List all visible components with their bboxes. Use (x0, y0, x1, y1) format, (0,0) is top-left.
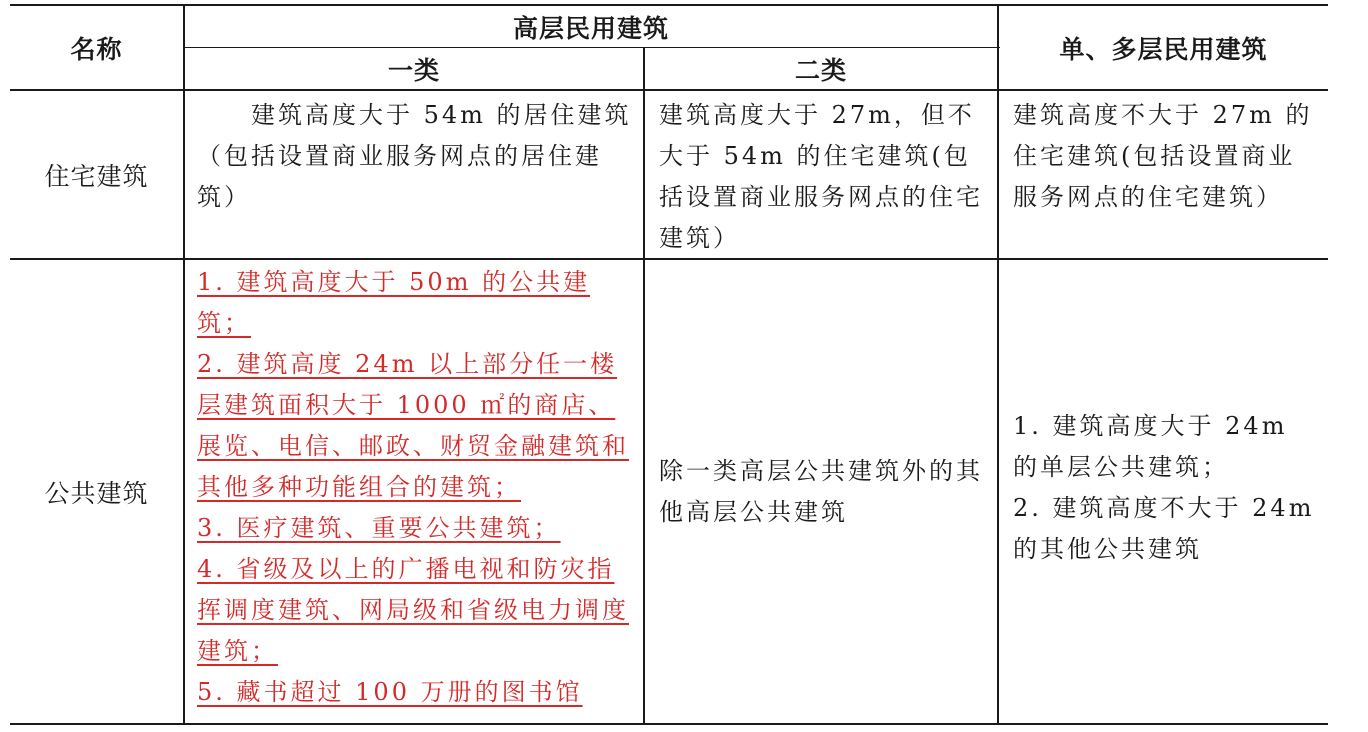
residential-class-one: 建筑高度大于 54m 的居住建筑（包括设置商业服务网点的居住建筑） (197, 101, 632, 211)
public-class-two (659, 260, 989, 723)
header-class-one: 一类 (387, 55, 440, 85)
residential-class-two: 建筑高度大于 27m，但不大于 54m 的住宅建筑(包括设置商业服务网点的住宅建筑） (659, 101, 983, 252)
header-single-multi: 单、多层民用建筑 (1059, 34, 1268, 64)
list-item: 1. 建筑高度大于 50m 的公共建筑； (197, 268, 591, 337)
row-name-public: 公共建筑 (44, 478, 149, 508)
public-single-multi-list (1013, 260, 1318, 723)
header-bottom-border (10, 89, 1328, 91)
list-item: 5. 藏书超过 100 万册的图书馆 (197, 678, 583, 706)
list-item: 2. 建筑高度 24m 以上部分任一楼层建筑面积大于 1000 ㎡的商店、展览、电信、邮政、财贸金融建筑和其他多种功能组合的建筑； (197, 350, 629, 501)
header-class-two: 二类 (794, 55, 847, 85)
col-divider-3 (997, 4, 999, 725)
col-divider-1 (183, 4, 185, 725)
residential-single-multi: 建筑高度不大于 27m 的住宅建筑(包括设置商业服务网点的住宅建筑） (1013, 101, 1313, 211)
header-name: 名称 (70, 34, 123, 64)
list-item: 4. 省级及以上的广播电视和防灾指挥调度建筑、网局级和省级电力调度建筑； (197, 555, 629, 665)
list-item: 1. 建筑高度大于 24m 的单层公共建筑； (1013, 411, 1288, 481)
row-name-residential: 住宅建筑 (44, 161, 149, 191)
table-bottom-border (10, 723, 1328, 725)
col-divider-2 (643, 48, 645, 725)
public-class-two-text: 除一类高层公共建筑外的其他高层公共建筑 (659, 456, 983, 526)
public-class-one-list (197, 262, 637, 713)
list-item: 2. 建筑高度不大于 24m 的其他公共建筑 (1013, 493, 1315, 563)
list-item: 3. 医疗建筑、重要公共建筑； (197, 514, 561, 542)
header-high-rise: 高层民用建筑 (512, 13, 669, 43)
